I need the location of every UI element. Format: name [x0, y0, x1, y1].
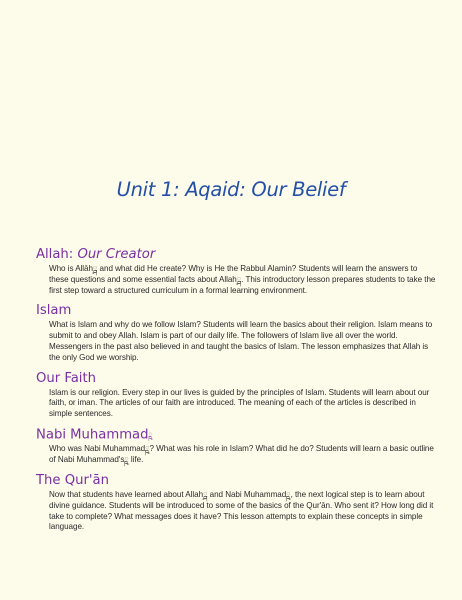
section-body: What is Islam and why do we follow Islam? Students will learn the basics about their religion. Islam means to submit to and obey Allah. Islam is part of our daily life. The followers of Islam live all over the world. Messengers in the past also believed in and taught the basics of Islam. The lesson emphasizes that Allah is the only God we worship.: [49, 320, 433, 362]
section-our-faith: [36, 370, 436, 420]
section-body: Who was Nabi Muhammadྵ? What was his role in Islam? What did he do? Students will learn a basic outline of Nabi Muhammad'sྵ life.: [49, 444, 434, 465]
lesson-sections: [36, 246, 436, 539]
section-heading: [36, 246, 436, 263]
honorific-symbol: ྵ: [148, 429, 153, 439]
section-islam: [36, 302, 436, 363]
section-heading: Islam: [36, 303, 72, 319]
section-body: Islam is our religion. Every step in our lives is guided by the principles of Islam. Students will learn about our faith, or iman. The articles of our faith are introduced. The meaning of each of the articles is described in simple sentences.: [49, 387, 430, 419]
heading-accent: Our Creator: [77, 247, 156, 262]
section-heading: The Qur'ān: [36, 473, 109, 489]
section-nabi-muhammad: [36, 426, 436, 466]
section-heading: [36, 426, 436, 444]
section-heading: Our Faith: [36, 370, 96, 386]
section-allah: [36, 246, 436, 296]
unit-title: Unit 1: Aqaid: Our Belief: [116, 178, 346, 201]
heading-text: Allah:: [36, 247, 78, 262]
heading-text: Nabi Muhammad: [36, 427, 149, 443]
section-body: Who is Allāhྴ and what did He create? Why is He the Rabbul Alamin? Students will learn the answers to these questions and some essential facts about Allahྴ. This introductory lesson prepares students to take the first step toward a structured curriculum in a formal learning environment.: [49, 264, 436, 295]
section-quran: [36, 472, 436, 533]
section-body: Now that students have learned about Allahྴ and Nabi Muhammadྵ, the next logical step is to learn about divine guidance. Students will be introduced to some of the basics of the Qur'ān. Who sent it? How long did it take to complete? What messages does it have? This lesson attempts to explain these concepts in simple language.: [49, 490, 434, 532]
